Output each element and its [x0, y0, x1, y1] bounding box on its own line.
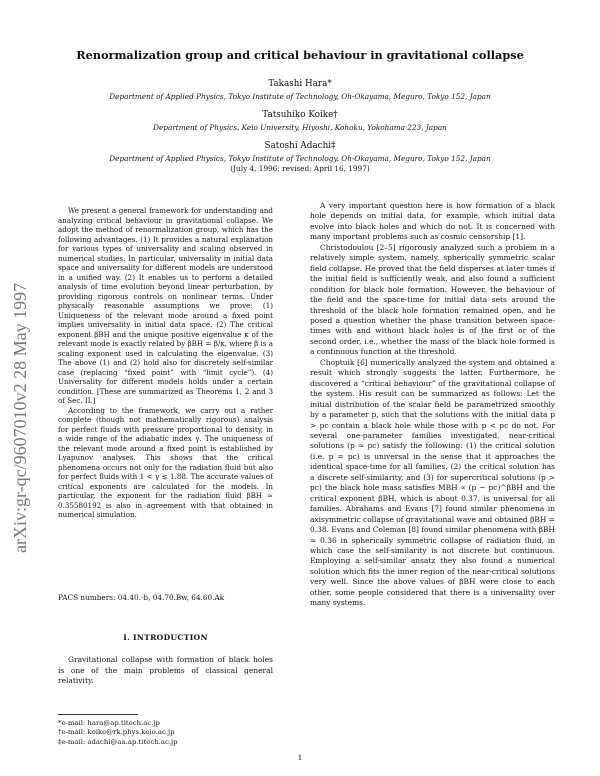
footnote-email: *e-mail: hara@ap.titech.ac.jp [58, 719, 160, 727]
arxiv-identifier: arXiv:gr-qc/9607010v2 28 May 1997 [10, 282, 30, 553]
right-column-text [310, 201, 555, 609]
footnote-email: ‡e-mail: adachi@aa.ap.titech.ac.jp [58, 737, 178, 746]
author-name: Tatsuhiko Koike† [262, 110, 338, 120]
page-number: 1 [297, 753, 303, 762]
footnote-email: †e-mail: koike@rk.phys.keio.ac.jp [58, 728, 175, 737]
abstract-paragraph: According to the framework, we carry out a rather complete (though not mathematically rigorous) analysis for perfect fluids with pressure proportional to density, in a wide range of the adiabatic index γ. The uniqueness of the relevant mode around a fixed point is established by Lyapunov analyses. This shows that the critical phenomena occurs not only for the radiation fluid but also for perfect fluids with 1 < γ ≲ 1.88. The accurate values of critical exponents are calculated for the models. In particular, the exponent for the radiation fluid βBH ≃ 0.35580192 is also in agreement with that obtained in numerical simulation. [58, 405, 273, 519]
submission-dates: (July 4, 1996; revised: April 16, 1997) [230, 164, 370, 173]
section-heading: I. INTRODUCTION [123, 633, 208, 642]
author-name: Takashi Hara* [268, 79, 332, 89]
abstract-paragraph: We present a general framework for understanding and analyzing critical behaviour in gravitational collapse. We adopt the method of renormalization group, which has the following advantages. (1) It provides a natural explanation for various types of universality and scaling observed in numerical studies. In particular, universality in initial data space and universality for different models are understood in a unified way. (2) It enables us to perform a detailed analysis of time evolution beyond linear perturbation, by providing rigorous controls on nonlinear terms. Under physically reasonable assumptions we prove: (1) Uniqueness of the relevant mode around a fixed point implies universality in initial data space. (2) The critical exponent βBH and the unique positive eigenvalue κ of the relevant mode is exactly related by βBH = β/κ, where β is a scaling exponent used in calculating the eigenvalue. (3) The above (1) and (2) hold also for discretely self-similar case (replacing “fixed point” with “limit cycle”). (4) Universality for different models holds under a certain condition. [These are summarized as Theorems 1, 2 and 3 of Sec. II.] [58, 206, 273, 405]
author-affiliation: Department of Applied Physics, Tokyo Institute of Technology, Oh-Okayama, Meguro, Tokyo 152, Japan [109, 154, 491, 163]
body-paragraph: Christodoulou [2–5] rigorously analyzed such a problem in a relatively simple system, namely, spherically symmetric scalar field collapse. He proved that the field disperses at later times if the initial field is sufficiently weak, and also found a sufficient condition for black hole formation. However, the behaviour of the field and the space-time for initial data sets around the threshold of the black hole formation remained open, and he posed a question whether the phase transition between space-times with and without black holes is of the first or of the second order, i.e., whether the mass of the black hole formed is a continuous function at the threshold. [310, 242, 555, 357]
body-paragraph: Choptuik [6] numerically analyzed the system and obtained a result which strongly suggests the latter. Furthermore, he discovered a “critical behaviour” of the gravitational collapse of the system. His result can be summarized as follows: Let the initial distribution of the scalar field be parametrized smoothly by a parameter p, such that the solutions with the initial data p > pc contain a black hole while those with p < pc do not. For several one-parameter families investigated, near-critical solutions (p ≈ pc) satisfy the following: (1) the critical solution (i.e. p = pc) is universal in the sense that it approaches the identical space-time for all families, (2) the critical solution has a discrete self-similarity, and (3) for supercritical solutions (p > pc) the black hole mass satisfies MBH ∝ (p − pc)^βBH and the critical exponent βBH, which is about 0.37, is universal for all families. Abrahams and Evans [7] found similar phenomena in axisymmetric collapse of gravitational wave and obtained βBH = 0.38. Evans and Coleman [8] found similar phenomena with βBH ≃ 0.36 in spherically symmetric collapse of radiation fluid, in which case the self-similarity is not discrete but continuous. Employing a self-similar ansatz they also found a numerical solution which fits the inner region of the near-critical solutions very well. Since the above values of βBH were close to each other, some people considered that there is a universality over many systems. [310, 357, 555, 608]
intro-paragraph: Gravitational collapse with formation of black holes is one of the main problems of classical general relativity. [58, 655, 273, 685]
author-affiliation: Department of Physics, Keio University, Hiyoshi, Kohoku, Yokohama 223, Japan [153, 123, 447, 132]
abstract [58, 206, 273, 520]
footnotes [58, 719, 178, 747]
footnote-divider [58, 714, 138, 715]
body-paragraph: A very important question here is how formation of a black hole depends on initial data, for example, which initial data evolve into black holes and which do not. It is concerned with many important problems such as cosmic censorship [1]. [310, 201, 555, 242]
paper-header [40, 48, 560, 173]
author-name: Satoshi Adachi‡ [264, 141, 336, 151]
author-affiliation: Department of Applied Physics, Tokyo Institute of Technology, Oh-Okayama, Meguro, Tokyo 152, Japan [109, 92, 491, 101]
paper-title: Renormalization group and critical behaviour in gravitational collapse [76, 48, 524, 62]
pacs-numbers: PACS numbers: 04.40.-b, 04.70.Bw, 64.60.Ak [58, 593, 225, 602]
